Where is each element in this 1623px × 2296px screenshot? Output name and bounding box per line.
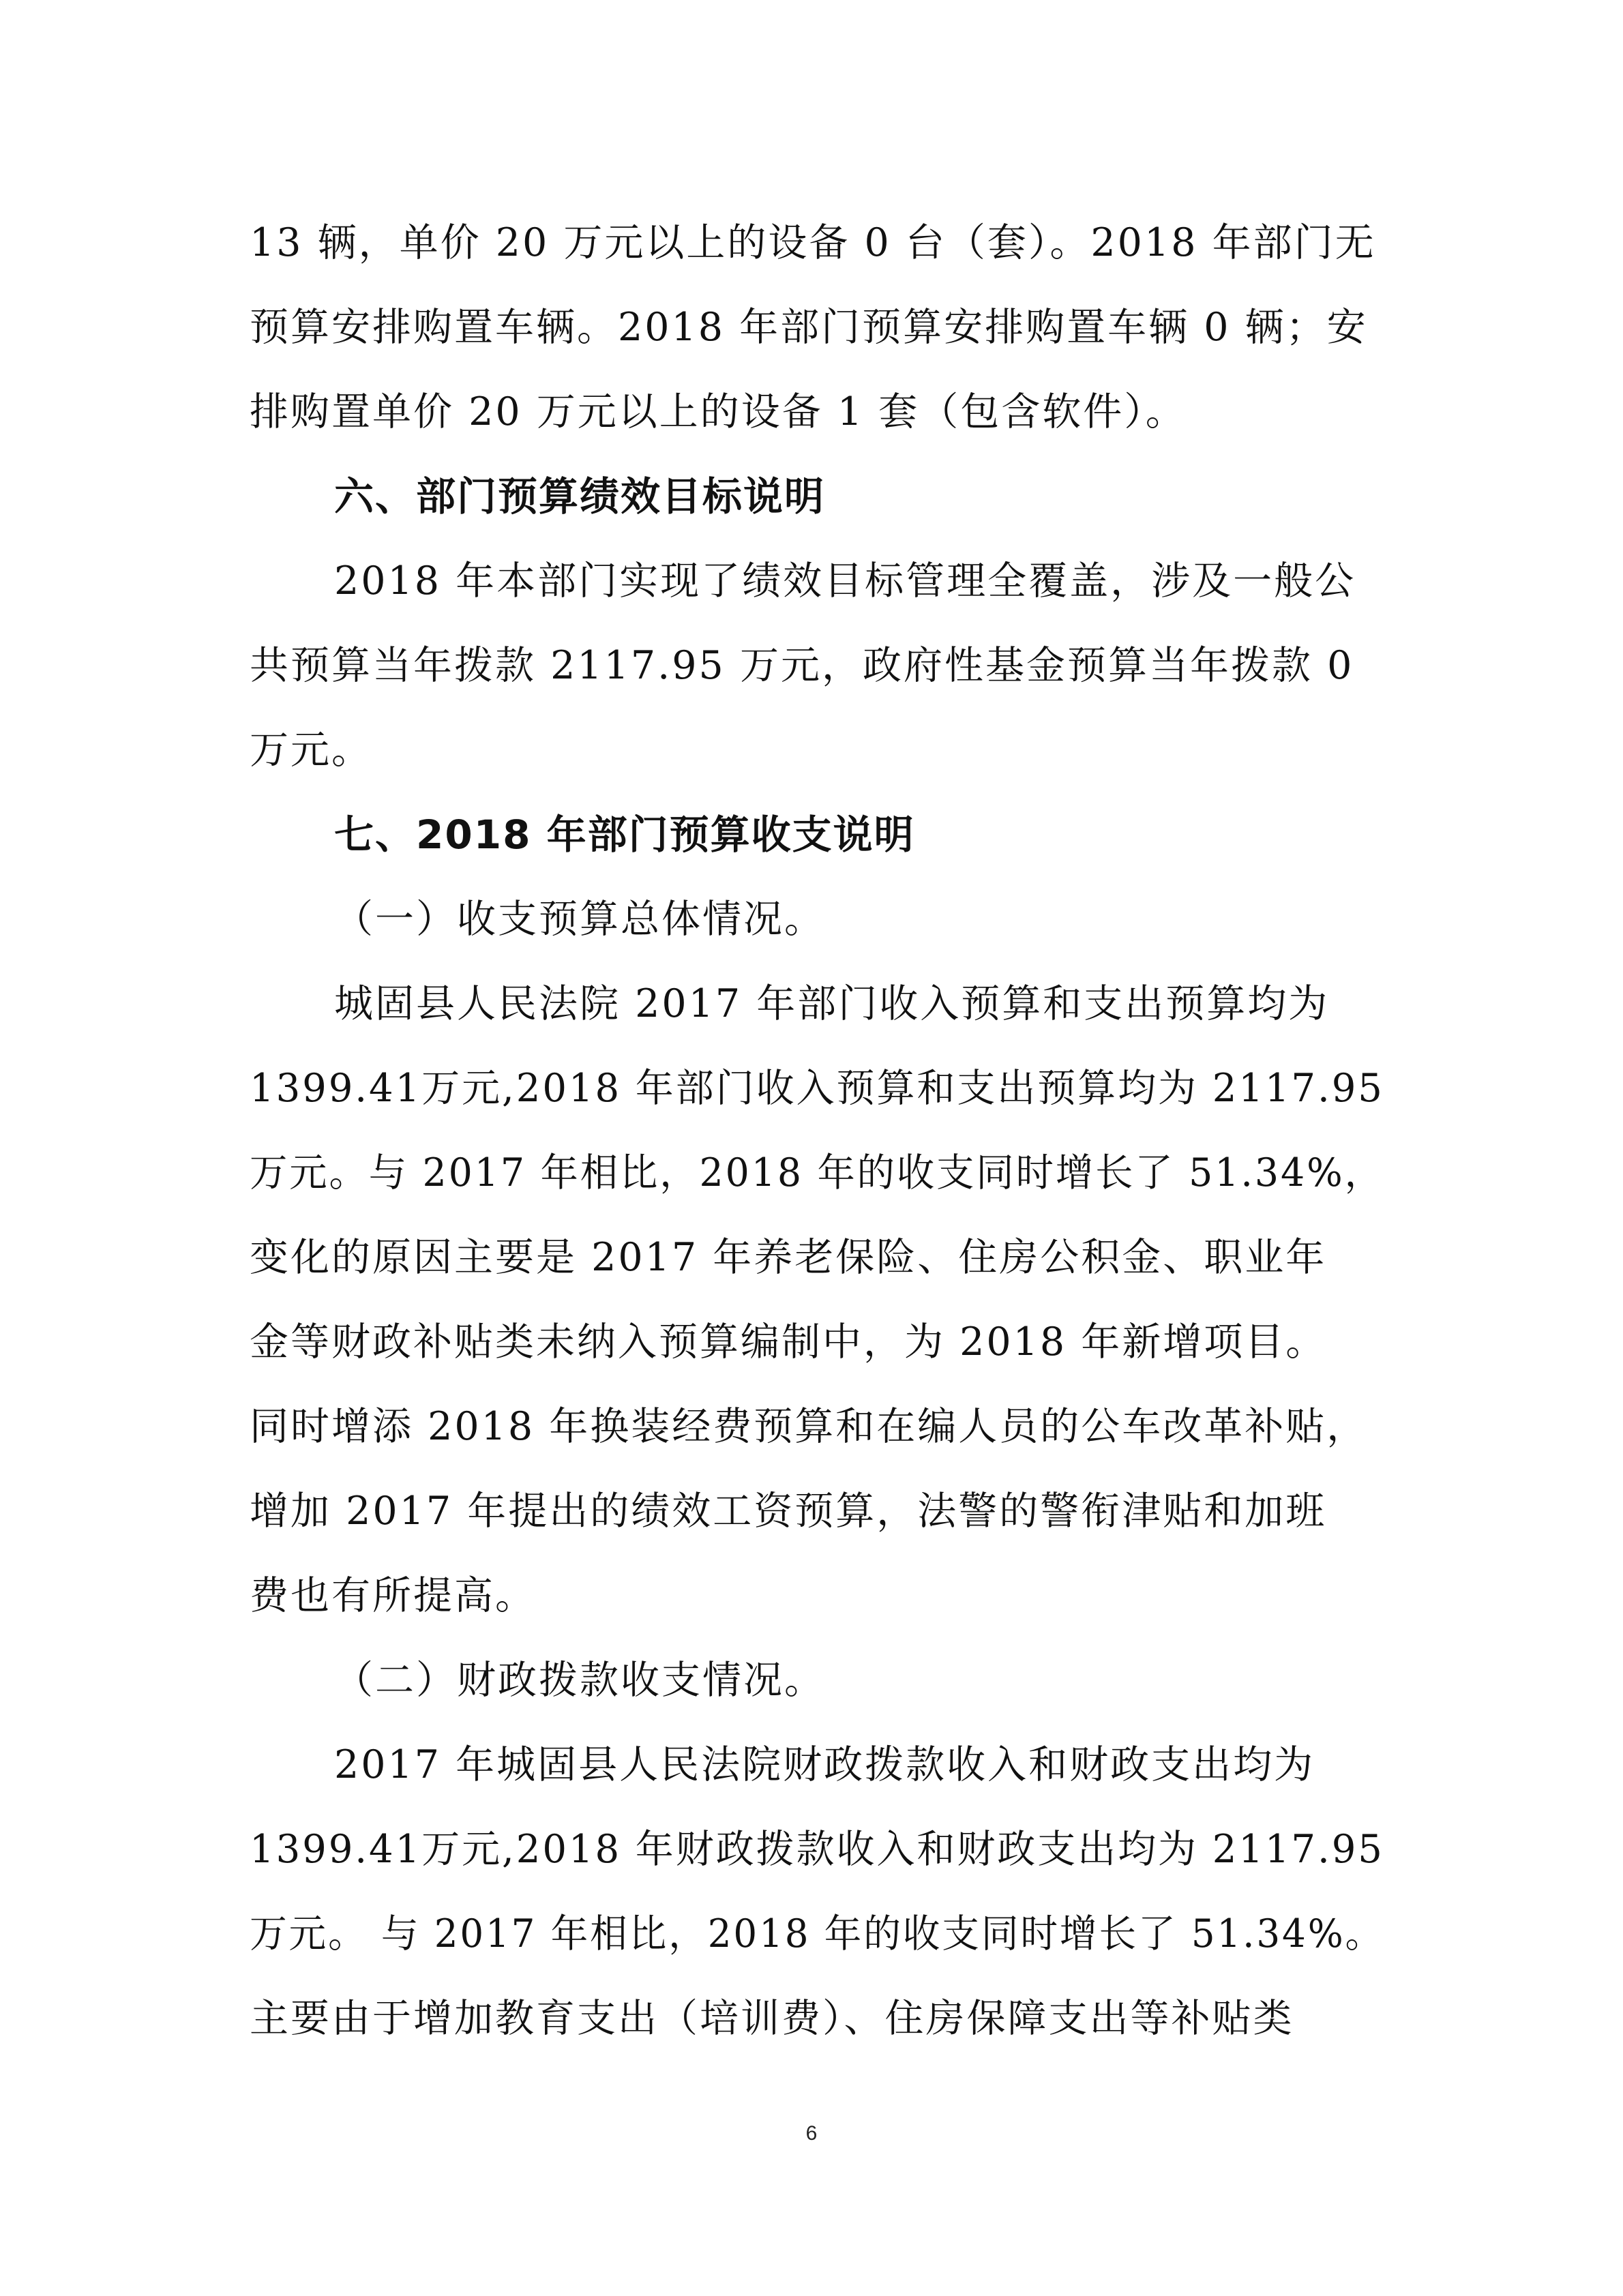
body-line: 同时增添 2018 年换装经费预算和在编人员的公车改革补贴， [250,1404,1368,1449]
body-line: 城固县人民法院 2017 年部门收入预算和支出预算均为 [334,981,1330,1026]
subsection-heading: （二）财政拨款收支情况。 [334,1658,825,1703]
body-line: 费也有所提高。 [250,1573,536,1618]
subsection-heading: （一）收支预算总体情况。 [334,897,825,942]
body-line: 预算安排购置车辆。2018 年部门预算安排购置车辆 0 辆；安 [250,305,1368,350]
section-heading: 七、2018 年部门预算收支说明 [334,811,915,858]
body-line: 金等财政补贴类未纳入预算编制中，为 2018 年新增项目。 [250,1320,1327,1365]
body-line: 万元。与 2017 年相比，2018 年的收支同时增长了 51.34%， [250,1150,1384,1195]
body-line: 万元。 与 2017 年相比，2018 年的收支同时增长了 51.34%。 [250,1911,1385,1956]
body-line: 2018 年本部门实现了绩效目标管理全覆盖，涉及一般公 [334,558,1356,603]
body-line: 13 辆，单价 20 万元以上的设备 0 台（套）。2018 年部门无 [250,220,1376,265]
body-line: 主要由于增加教育支出（培训费）、住房保障支出等补贴类 [250,1996,1294,2041]
body-line: 共预算当年拨款 2117.95 万元，政府性基金预算当年拨款 0 [250,643,1354,688]
body-line: 1399.41万元,2018 年部门收入预算和支出预算均为 2117.95 [250,1066,1384,1111]
section-heading: 六、部门预算绩效目标说明 [334,473,826,520]
body-line: 排购置单价 20 万元以上的设备 1 套（包含软件）。 [250,389,1187,434]
body-line: 2017 年城固县人民法院财政拨款收入和财政支出均为 [334,1742,1315,1787]
body-line: 万元。 [250,728,372,773]
body-line: 1399.41万元,2018 年财政拨款收入和财政支出均为 2117.95 [250,1827,1384,1872]
body-line: 增加 2017 年提出的绩效工资预算，法警的警衔津贴和加班 [250,1489,1327,1534]
body-line: 变化的原因主要是 2017 年养老保险、住房公积金、职业年 [250,1235,1327,1280]
page-number: 6 [805,2122,818,2145]
